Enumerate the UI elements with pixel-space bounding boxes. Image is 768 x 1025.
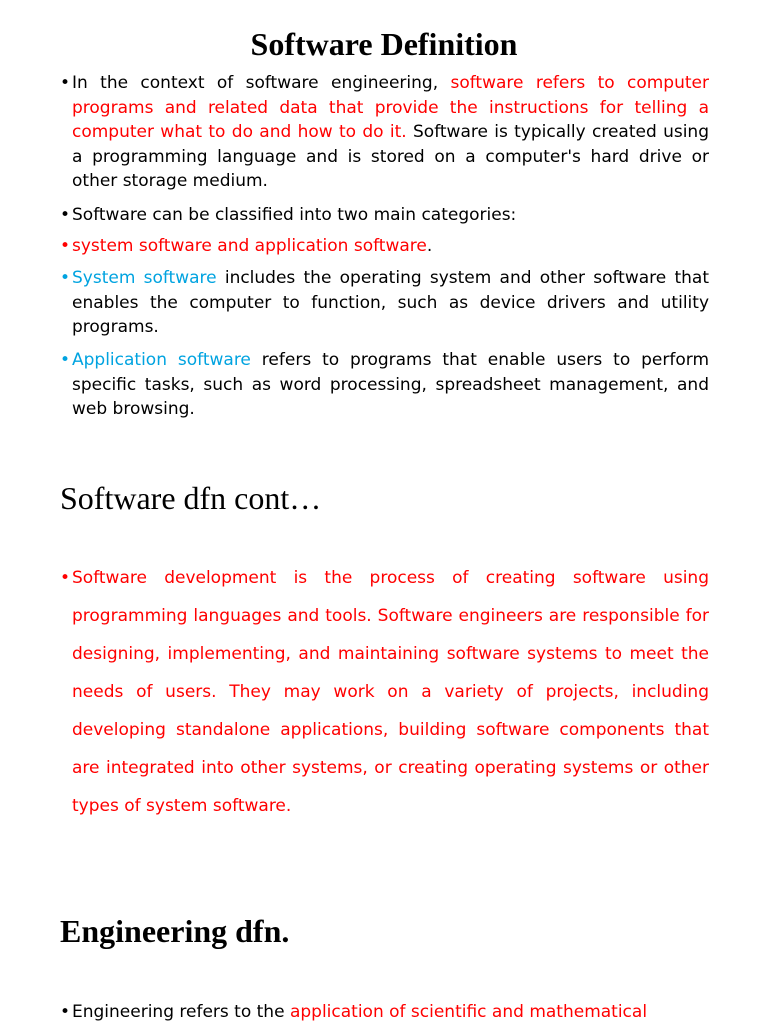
bullet-dot: • — [60, 350, 71, 370]
bullet-term: System software — [72, 268, 217, 288]
slide-title-software-definition: Software Definition — [250, 26, 518, 62]
bullet-engineering — [60, 1000, 709, 1025]
slide-title-engineering-dfn: Engineering dfn. — [60, 913, 290, 949]
bullet-text: Software can be classified into two main categories: — [72, 205, 517, 225]
bullet-text-highlight: system software and application software — [72, 236, 427, 256]
bullet-text-highlight: software refers to computer programs and related data that provide the instructions for telling a computer what to do and how to do it. — [72, 73, 709, 142]
bullet-application-software — [60, 348, 709, 422]
bullet-dot: • — [60, 268, 71, 288]
bullet-text-highlight: application of scientific and mathematical — [289, 1002, 648, 1022]
bullet-text-post: . — [426, 236, 433, 256]
bullet-software-development — [60, 559, 709, 825]
bullet-text-post: refers to programs that enable users to perform specific tasks, such as word processing, spreadsheet management, and web browsing. — [72, 350, 710, 419]
bullet-dot: • — [60, 73, 71, 93]
bullet-system-software — [60, 266, 709, 340]
bullet-categories — [60, 234, 709, 259]
bullet-text-post: Software is typically created using a programming language and is stored on a computer's hard drive or other storage medium. — [72, 122, 709, 191]
bullet-text: Software development is the process of creating software using programming languages and tools. Software engineers are responsible for designing, implementing, and maintaining software systems to meet the needs of users. They may work on a variety of projects, including developing standalone applications, building software components that are integrated into other systems, or creating operating systems or other types of system software. — [72, 568, 709, 816]
bullet-text-pre: In the context of software engineering, — [72, 73, 451, 93]
bullet-classification — [60, 203, 709, 228]
bullet-dot: • — [60, 1002, 71, 1022]
bullet-dot: • — [60, 236, 71, 256]
bullet-text-post: includes the operating system and other software that enables the computer to function, such as device drivers and utility programs. — [72, 268, 709, 337]
bullet-dot: • — [60, 205, 71, 225]
slide-title-software-dfn-cont: Software dfn cont… — [60, 480, 322, 516]
bullet-software-context — [60, 71, 709, 194]
bullet-term: Application software — [72, 350, 251, 370]
bullet-dot: • — [60, 568, 71, 588]
bullet-text-pre: Engineering refers to the — [72, 1002, 290, 1022]
